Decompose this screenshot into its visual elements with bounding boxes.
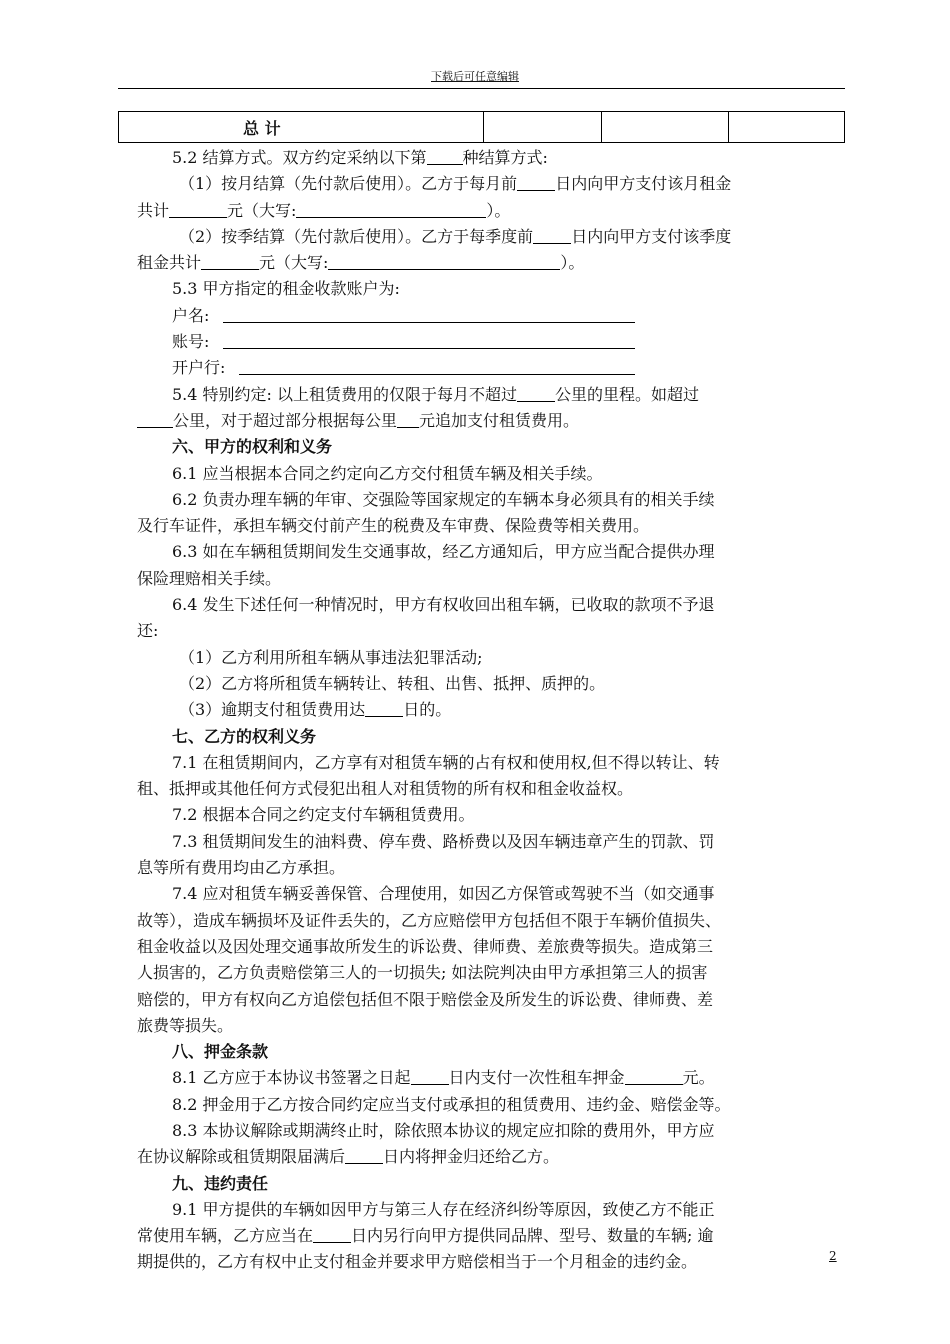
- clause-5-2: 5.2 结算方式。双方约定采纳以下第 种结算方式:: [172, 148, 548, 167]
- blank-line: [517, 172, 555, 191]
- table-cell: [602, 112, 729, 143]
- blank-line: [625, 1066, 683, 1085]
- blank-line: [296, 199, 486, 218]
- account-name-line: 户名:: [137, 303, 845, 329]
- table-row: [119, 112, 845, 143]
- clause-7-4: 7.4 应对租赁车辆妥善保管、合理使用，如因乙方保管或驾驶不当（如交通事: [172, 884, 715, 904]
- blank-line: [223, 304, 635, 323]
- section-heading-6: 六、甲方的权利和义务: [172, 437, 333, 457]
- clause-8-3-cont: 在协议解除或租赁期限届满后 日内将押金归还给乙方。: [137, 1147, 560, 1167]
- blank-line: [365, 698, 403, 717]
- blank-line: [517, 383, 555, 402]
- clause-6-2-cont: 及行车证件，承担车辆交付前产生的税费及车审费、保险费等相关费用。: [137, 516, 650, 536]
- total-label: 总 计: [119, 112, 484, 143]
- section-heading-9: 九、违约责任: [172, 1173, 269, 1193]
- clause-6-3-cont: 保险理赔相关手续。: [137, 568, 282, 588]
- blank-line: [533, 225, 571, 244]
- clause-6-4-cont: 还:: [137, 621, 159, 641]
- clause-5-4: 5.4 特别约定: 以上租赁费用的仅限于每月不超过 公里的里程。如超过: [172, 384, 700, 404]
- blank-line: [137, 409, 173, 428]
- clause-8-3: 8.3 本协议解除或期满终止时，除依照本协议的规定应扣除的费用外，甲方应: [172, 1120, 715, 1140]
- clause-9-1: 9.1 甲方提供的车辆如因甲方与第三人存在经济纠纷等原因，致使乙方不能正: [172, 1199, 715, 1219]
- clause-7-3-cont: 息等所有费用均由乙方承担。: [137, 858, 346, 878]
- section-heading-8: 八、押金条款: [172, 1042, 269, 1062]
- clause-5-2-1: （1）按月结算（先付款后使用）。乙方于每月前 日内向甲方支付该月租金: [179, 174, 732, 194]
- clause-7-4-cont1: 故等），造成车辆损坏及证件丢失的，乙方应赔偿甲方包括但不限于车辆价值损失、: [137, 910, 722, 930]
- clause-7-4-cont3: 人损害的，乙方负责赔偿第三人的一切损失; 如法院判决由甲方承担第三人的损害: [137, 963, 708, 983]
- clause-8-1: 8.1 乙方应于本协议书签署之日起 日内支付一次性租车押金 元。: [172, 1068, 715, 1088]
- blank-line: [345, 1145, 383, 1164]
- clause-7-1: 7.1 在租赁期间内，乙方享有对租赁车辆的占有权和使用权,但不得以转让、转: [172, 752, 720, 772]
- bank-line: 开户行:: [137, 355, 845, 381]
- clause-6-4-3: （3）逾期支付租赁费用达 日的。: [179, 700, 452, 720]
- clause-5-2-1-cont: 共计 元（大写: ）。: [137, 200, 511, 220]
- clause-5-3: 5.3 甲方指定的租金收款账户为:: [172, 279, 400, 299]
- clause-8-2: 8.2 押金用于乙方按合同约定应当支付或承担的租赁费用、违约金、赔偿金等。: [172, 1094, 731, 1114]
- clause-7-2: 7.2 根据本合同之约定支付车辆租赁费用。: [172, 805, 475, 825]
- section-heading-7: 七、乙方的权利义务: [172, 726, 317, 746]
- clause-7-4-cont4: 赔偿的，甲方有权向乙方追偿包括但不限于赔偿金及所发生的诉讼费、律师费、差: [137, 989, 714, 1009]
- blank-line: [397, 409, 419, 428]
- clause-7-4-cont5: 旅费等损失。: [137, 1015, 234, 1035]
- clause-6-3: 6.3 如在车辆租赁期间发生交通事故，经乙方通知后，甲方应当配合提供办理: [172, 542, 715, 562]
- blank-line: [328, 251, 560, 270]
- clause-9-1-cont2: 期提供的，乙方有权中止支付租金并要求甲方赔偿相当于一个月租金的违约金。: [137, 1252, 698, 1272]
- clause-5-2-2-cont: 租金共计 元（大写: ）。: [137, 253, 585, 273]
- blank-line: [427, 146, 463, 165]
- clause-5-4-cont: 公里，对于超过部分根据每公里 元追加支付租赁费用。: [137, 408, 845, 434]
- blank-line: [239, 356, 635, 375]
- clause-9-1-cont: 常使用车辆，乙方应当在 日内另行向甲方提供同品牌、型号、数量的车辆; 逾: [137, 1226, 714, 1246]
- page-header: 下载后可任意编辑: [431, 70, 519, 83]
- document-body: [137, 145, 845, 1276]
- clause-6-4-1: （1）乙方利用所租车辆从事违法犯罪活动;: [179, 647, 483, 667]
- table-cell: [483, 112, 602, 143]
- blank-line: [223, 330, 635, 349]
- clause-6-1: 6.1 应当根据本合同之约定向乙方交付租赁车辆及相关手续。: [172, 463, 603, 483]
- clause-7-1-cont: 租、抵押或其他任何方式侵犯出租人对租赁物的所有权和租金收益权。: [137, 779, 634, 799]
- blank-line: [411, 1066, 449, 1085]
- page-number: 2: [829, 1249, 837, 1263]
- blank-line: [313, 1224, 351, 1243]
- blank-line: [201, 251, 259, 270]
- total-table: [118, 111, 845, 143]
- table-cell: [728, 112, 844, 143]
- account-number-line: 账号:: [137, 329, 845, 355]
- clause-7-4-cont2: 租金收益以及因处理交通事故所发生的诉讼费、律师费、差旅费等损失。造成第三: [137, 936, 714, 956]
- clause-7-3: 7.3 租赁期间发生的油料费、停车费、路桥费以及因车辆违章产生的罚款、罚: [172, 831, 715, 851]
- clause-5-2-2: （2）按季结算（先付款后使用）。乙方于每季度前 日内向甲方支付该季度: [179, 226, 732, 246]
- clause-6-4: 6.4 发生下述任何一种情况时，甲方有权收回出租车辆，已收取的款项不予退: [172, 595, 715, 615]
- blank-line: [169, 199, 227, 218]
- clause-6-4-2: （2）乙方将所租赁车辆转让、转租、出售、抵押、质押的。: [179, 673, 606, 693]
- header-rule: [118, 88, 845, 89]
- clause-6-2: 6.2 负责办理车辆的年审、交强险等国家规定的车辆本身必须具有的相关手续: [172, 489, 715, 509]
